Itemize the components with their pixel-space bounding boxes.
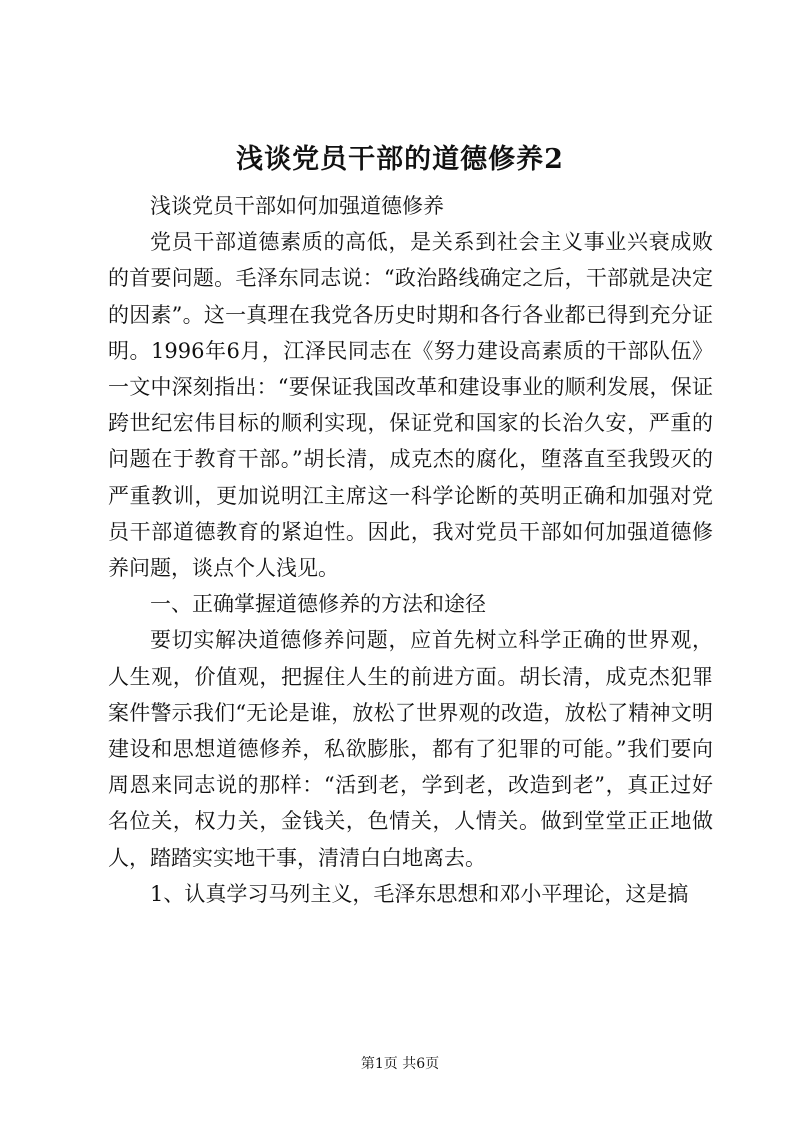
document-body [108, 188, 713, 912]
document-title: 浅谈党员干部的道德修养2 [236, 144, 564, 175]
page-footer: 第1页 共6页 [360, 1056, 440, 1072]
subtitle-paragraph: 浅谈党员干部如何加强道德修养 [150, 194, 444, 218]
intro-paragraph: 党员干部道德素质的高低，是关系到社会主义事业兴衰成败的首要问题。毛泽东同志说：“政治路线确定之后，干部就是决定的因素”。这一真理在我党各历史时期和各行各业都已得到充分证明。1996年6月，江泽民同志在《努力建设高素质的干部队伍》一文中深刻指出：“要保证我国改革和建设事业的顺利发展，保证跨世纪宏伟目标的顺利实现，保证党和国家的长治久安，严重的问题在于教育干部。”胡长清，成克杰的腐化，堕落直至我毁灭的严重教训，更加说明江主席这一科学论断的英明正确和加强对党员干部道德教育的紧迫性。因此，我对党员干部如何加强道德修养问题，谈点个人浅见。 [108, 230, 713, 581]
section-heading: 一、正确掌握道德修养的方法和途径 [150, 592, 486, 617]
numbered-point-paragraph: 1、认真学习马列主义，毛泽东思想和邓小平理论，这是搞 [150, 881, 689, 906]
section-paragraph: 要切实解决道德修养问题，应首先树立科学正确的世界观，人生观，价值观，把握住人生的前进方面。胡长清，成克杰犯罪案件警示我们“无论是谁，放松了世界观的改造，放松了精神文明建设和思想道德修养，私欲膨胀，都有了犯罪的可能。”我们要向周恩来同志说的那样：“活到老，学到老，改造到老”，真正过好名位关，权力关，金钱关，色情关，人情关。做到堂堂正正地做人，踏踏实实地干事，清清白白地离去。 [108, 628, 713, 870]
